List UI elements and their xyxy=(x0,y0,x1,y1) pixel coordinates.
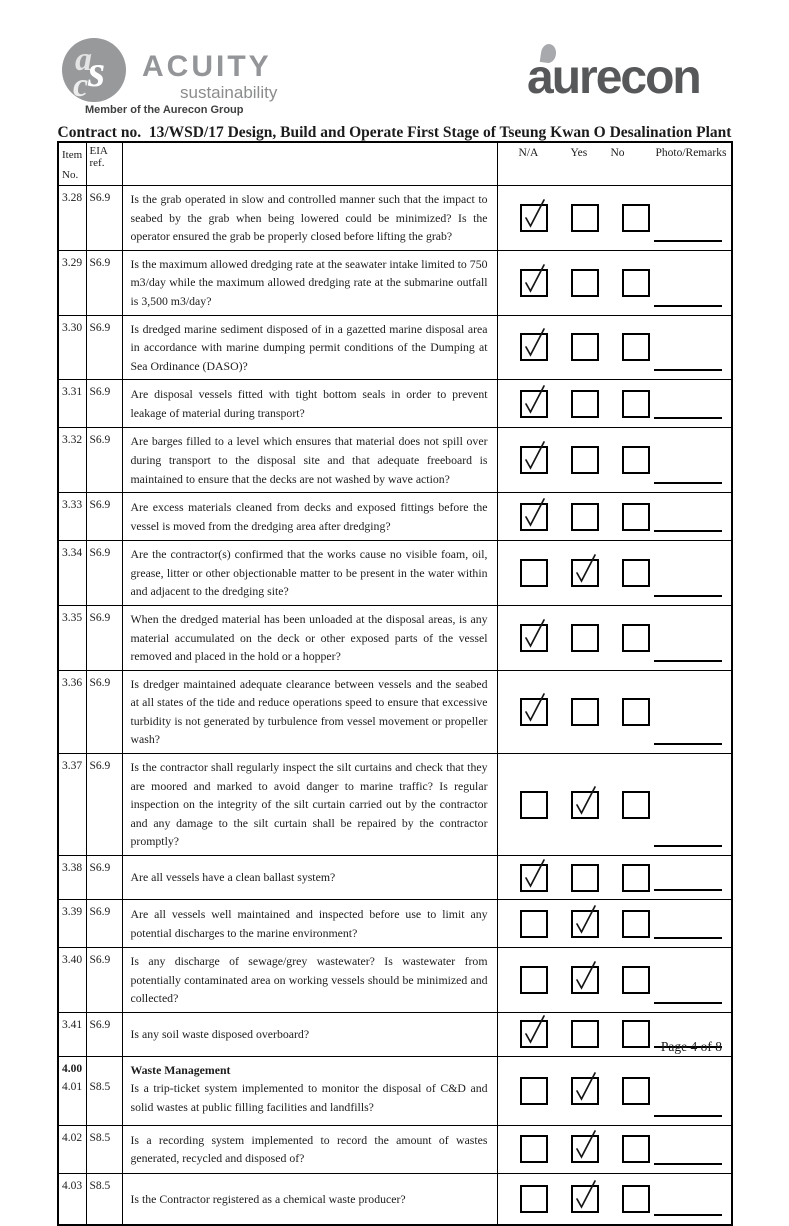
question-cell xyxy=(122,315,497,380)
checkbox-no[interactable] xyxy=(622,864,650,892)
check-icon xyxy=(520,204,546,230)
item-no-cell: 4.03 xyxy=(58,1173,86,1225)
checkbox-na[interactable] xyxy=(520,624,548,652)
table-row xyxy=(58,754,732,856)
acuity-logo-icon xyxy=(60,36,128,104)
checkbox-yes[interactable] xyxy=(571,1185,599,1213)
item-no-cell xyxy=(58,1056,86,1125)
eia-ref-cell: S8.5 xyxy=(86,1173,122,1225)
answers-cell xyxy=(497,250,732,315)
answers-cell xyxy=(497,1125,732,1173)
eia-ref-cell: S6.9 xyxy=(86,315,122,380)
checkbox-yes[interactable] xyxy=(571,1020,599,1048)
checkbox-row xyxy=(498,1077,732,1105)
table-row xyxy=(58,948,732,1013)
checkbox-no[interactable] xyxy=(622,1020,650,1048)
answers-cell xyxy=(497,541,732,606)
question-cell xyxy=(122,754,497,856)
checkbox-row xyxy=(498,390,732,418)
item-no-cell: 3.30 xyxy=(58,315,86,380)
eia-ref-cell: S6.9 xyxy=(86,186,122,251)
question-text: Is the contractor shall regularly inspect the silt curtains and check that they are moored and marked to avoid danger to marine traffic? Is regular inspection on the integrity of the silt curtain carried out by the contractor and any damage to the silt curtain shall be repaired by the contractor promptly? xyxy=(130,760,488,849)
acuity-member-line: Member of the Aurecon Group xyxy=(85,104,244,116)
checkbox-yes[interactable] xyxy=(571,204,599,232)
checklist-table xyxy=(57,141,733,1226)
checkbox-row xyxy=(498,624,732,652)
header-item-no: Item No. xyxy=(58,142,86,186)
eia-ref-cell: S6.9 xyxy=(86,670,122,753)
table-row xyxy=(58,856,732,900)
checkbox-no[interactable] xyxy=(622,204,650,232)
check-icon xyxy=(571,910,597,936)
answers-cell xyxy=(497,1173,732,1225)
remarks-line[interactable] xyxy=(654,1214,722,1216)
question-text: Is dredger maintained adequate clearance between vessels and the seabed at all states of the tide and reduce operations speed to ensure that excessive turbidity is not generated by turbulence from vessel movement or propeller wash? xyxy=(130,676,488,747)
question-cell xyxy=(122,541,497,606)
table-row xyxy=(58,1125,732,1173)
table-row xyxy=(58,315,732,380)
check-icon xyxy=(520,390,546,416)
question-text: Are disposal vessels fitted with tight bottom seals in order to prevent leakage of material during transport? xyxy=(130,387,488,420)
question-cell xyxy=(122,380,497,428)
check-icon xyxy=(520,698,546,724)
remarks-line[interactable] xyxy=(654,1002,722,1004)
check-icon xyxy=(520,1020,546,1046)
checkbox-na[interactable] xyxy=(520,446,548,474)
checkbox-yes[interactable] xyxy=(571,446,599,474)
checkbox-yes[interactable] xyxy=(571,910,599,938)
eia-ref-cell: S6.9 xyxy=(86,380,122,428)
section-title: Waste Management xyxy=(130,1062,231,1077)
question-text: Are barges filled to a level which ensures that material does not spill over during transport to the disposal site and that adequate freeboard is maintained to ensure that the decks are not washed by wave action? xyxy=(130,434,488,486)
checkbox-na[interactable] xyxy=(520,791,548,819)
checkbox-na[interactable] xyxy=(520,1135,548,1163)
remarks-line[interactable] xyxy=(654,240,722,242)
item-no-cell: 3.39 xyxy=(58,900,86,948)
table-row xyxy=(58,1173,732,1225)
checkbox-yes[interactable] xyxy=(571,333,599,361)
item-no-cell: 3.31 xyxy=(58,380,86,428)
eia-ref-cell: S6.9 xyxy=(86,754,122,856)
checkbox-row xyxy=(498,966,732,994)
checkbox-na[interactable] xyxy=(520,910,548,938)
item-no-cell: 3.29 xyxy=(58,250,86,315)
checkbox-na[interactable] xyxy=(520,1185,548,1213)
table-row xyxy=(58,900,732,948)
checkbox-no[interactable] xyxy=(622,333,650,361)
question-cell xyxy=(122,1173,497,1225)
checkbox-yes[interactable] xyxy=(571,1135,599,1163)
answers-cell xyxy=(497,856,732,900)
item-no-cell: 3.37 xyxy=(58,754,86,856)
answers-cell xyxy=(497,315,732,380)
checkbox-yes[interactable] xyxy=(571,624,599,652)
checkbox-na[interactable] xyxy=(520,1077,548,1105)
acuity-logo xyxy=(58,34,388,120)
checkbox-yes[interactable] xyxy=(571,966,599,994)
answers-cell xyxy=(497,605,732,670)
question-text: Is the Contractor registered as a chemical waste producer? xyxy=(130,1191,406,1206)
question-cell xyxy=(122,428,497,493)
remarks-line[interactable] xyxy=(654,889,722,891)
checkbox-row xyxy=(498,503,732,531)
item-no-cell: 3.41 xyxy=(58,1012,86,1056)
checkbox-no[interactable] xyxy=(622,503,650,531)
check-icon xyxy=(571,559,597,585)
page-title: Contract no. 13/WSD/17 Design, Build and Operate First Stage of Tseung Kwan O Desalination Plant xyxy=(57,124,732,141)
header-answers xyxy=(497,142,732,186)
checkbox-no[interactable] xyxy=(622,791,650,819)
section-item-no: 4.00 xyxy=(62,1062,83,1075)
question-text: Is the maximum allowed dredging rate at the seawater intake limited to 750 m3/day while the maximum allowed dredging rate at the submarine outfall is 3,500 m3/day? xyxy=(130,256,488,308)
table-row xyxy=(58,380,732,428)
answers-cell xyxy=(497,380,732,428)
eia-ref-cell: S6.9 xyxy=(86,250,122,315)
item-no-cell: 3.33 xyxy=(58,493,86,541)
svg-text:a: a xyxy=(75,41,92,78)
table-row xyxy=(58,428,732,493)
table-row xyxy=(58,493,732,541)
item-no-cell: 3.32 xyxy=(58,428,86,493)
check-icon xyxy=(520,333,546,359)
question-cell xyxy=(122,493,497,541)
item-no-cell: 3.36 xyxy=(58,670,86,753)
eia-ref-cell: S6.9 xyxy=(86,541,122,606)
remarks-line[interactable] xyxy=(654,530,722,532)
table-row xyxy=(58,186,732,251)
checkbox-no[interactable] xyxy=(622,269,650,297)
item-no-cell: 3.34 xyxy=(58,541,86,606)
checkbox-yes[interactable] xyxy=(571,864,599,892)
question-text: Are the contractor(s) confirmed that the works cause no visible foam, oil, grease, litter or other objectionable matter to be present in the water within and adjacent to the dredging site? xyxy=(130,547,488,599)
checkbox-no[interactable] xyxy=(622,1077,650,1105)
checkbox-na[interactable] xyxy=(520,864,548,892)
check-icon xyxy=(571,1077,597,1103)
checkbox-row xyxy=(498,204,732,232)
remarks-line[interactable] xyxy=(654,937,722,939)
item-no-cell: 3.40 xyxy=(58,948,86,1013)
table-row xyxy=(58,670,732,753)
checkbox-no[interactable] xyxy=(622,966,650,994)
question-cell xyxy=(122,856,497,900)
item-no-cell: 3.38 xyxy=(58,856,86,900)
checkbox-no[interactable] xyxy=(622,446,650,474)
eia-ref: S8.5 xyxy=(89,1081,111,1094)
checkbox-row xyxy=(498,698,732,726)
question-cell xyxy=(122,1012,497,1056)
ref-spacer xyxy=(90,1060,122,1079)
checkbox-no[interactable] xyxy=(622,1135,650,1163)
eia-ref-cell: S6.9 xyxy=(86,605,122,670)
table-header-row xyxy=(58,142,732,186)
eia-ref-cell: S8.5 xyxy=(86,1125,122,1173)
question-text: Are all vessels have a clean ballast system? xyxy=(130,870,336,885)
check-icon xyxy=(571,966,597,992)
answers-cell xyxy=(497,428,732,493)
question-text: Is the grab operated in slow and controlled manner such that the impact to seabed by the grab when being lowered could be minimized? Is the operator ensured the grab be properly closed before lifting the grab? xyxy=(130,192,488,244)
checkbox-na[interactable] xyxy=(520,503,548,531)
checkbox-yes[interactable] xyxy=(571,791,599,819)
checkbox-row xyxy=(498,446,732,474)
remarks-line[interactable] xyxy=(654,417,722,419)
check-icon xyxy=(571,1135,597,1161)
checkbox-row xyxy=(498,864,732,892)
question-cell xyxy=(122,900,497,948)
question-cell xyxy=(122,250,497,315)
check-icon xyxy=(520,269,546,295)
checkbox-na[interactable] xyxy=(520,390,548,418)
header-yes: Yes xyxy=(570,147,588,159)
checkbox-na[interactable] xyxy=(520,204,548,232)
check-icon xyxy=(520,864,546,890)
question-cell xyxy=(122,948,497,1013)
checkbox-row xyxy=(498,1135,732,1163)
question-cell xyxy=(122,605,497,670)
header-photo-remarks: Photo/Remarks xyxy=(655,147,727,159)
table-row xyxy=(58,250,732,315)
answers-cell xyxy=(497,900,732,948)
checkbox-yes[interactable] xyxy=(571,698,599,726)
check-icon xyxy=(520,446,546,472)
answers-cell xyxy=(497,186,732,251)
checkbox-row xyxy=(498,333,732,361)
question-cell xyxy=(122,186,497,251)
checkbox-no[interactable] xyxy=(622,624,650,652)
check-icon xyxy=(571,1185,597,1211)
table-row xyxy=(58,1056,732,1125)
eia-ref-cell: S6.9 xyxy=(86,493,122,541)
eia-ref-cell xyxy=(86,1056,122,1125)
table-row xyxy=(58,1012,732,1056)
remarks-line[interactable] xyxy=(654,369,722,371)
question-text: Is a recording system implemented to record the amount of wastes generated, recycled and disposed of? xyxy=(130,1132,488,1166)
item-no-cell: 4.02 xyxy=(58,1125,86,1173)
table-row xyxy=(58,605,732,670)
checkbox-na[interactable] xyxy=(520,966,548,994)
remarks-line[interactable] xyxy=(654,482,722,484)
check-icon xyxy=(571,791,597,817)
eia-ref-cell: S6.9 xyxy=(86,428,122,493)
question-text: Is any soil waste disposed overboard? xyxy=(130,1027,310,1042)
checkbox-no[interactable] xyxy=(622,910,650,938)
eia-ref-cell: S6.9 xyxy=(86,948,122,1013)
checkbox-na[interactable] xyxy=(520,269,548,297)
remarks-line[interactable] xyxy=(654,1163,722,1165)
remarks-line[interactable] xyxy=(654,660,722,662)
answers-cell xyxy=(497,493,732,541)
answers-cell xyxy=(497,670,732,753)
checkbox-row xyxy=(498,269,732,297)
svg-text:s: s xyxy=(88,47,106,96)
item-no-cell: 3.35 xyxy=(58,605,86,670)
aurecon-logo xyxy=(527,40,757,110)
checkbox-row xyxy=(498,559,732,587)
eia-ref-cell: S6.9 xyxy=(86,1012,122,1056)
question-cell xyxy=(122,670,497,753)
aurecon-wordmark: aurecon xyxy=(527,51,700,104)
question-text: Is a trip-ticket system implemented to monitor the disposal of C&D and solid wastes at public filling facilities and landfills? xyxy=(130,1081,488,1114)
eia-ref-cell: S6.9 xyxy=(86,900,122,948)
table-row xyxy=(58,541,732,606)
question-text: Is any discharge of sewage/grey wastewater? Is wastewater from potentially contaminated area on working vessels should be minimized and collected? xyxy=(130,954,488,1006)
header-eia-ref: EIA ref. xyxy=(86,142,122,186)
question-text: Are excess materials cleaned from decks and exposed fittings before the vessel is moved from the dredging area after dredging? xyxy=(130,500,488,533)
item-no: 4.01 xyxy=(62,1081,83,1094)
check-icon xyxy=(520,503,546,529)
checkbox-row xyxy=(498,791,732,819)
checkbox-na[interactable] xyxy=(520,333,548,361)
checklist-body xyxy=(58,186,732,1225)
svg-text:c: c xyxy=(73,67,89,104)
checkbox-yes[interactable] xyxy=(571,503,599,531)
question-cell xyxy=(122,1056,497,1125)
answers-cell xyxy=(497,1056,732,1125)
page-number: Page 4 of 8 xyxy=(660,1039,722,1054)
remarks-line[interactable] xyxy=(654,305,722,307)
checkbox-yes[interactable] xyxy=(571,1077,599,1105)
checkbox-na[interactable] xyxy=(520,698,548,726)
item-no-cell: 3.28 xyxy=(58,186,86,251)
eia-ref-cell: S6.9 xyxy=(86,856,122,900)
checkbox-yes[interactable] xyxy=(571,390,599,418)
check-icon xyxy=(520,624,546,650)
header-no: No xyxy=(610,147,625,159)
header-question xyxy=(122,142,497,186)
checkbox-yes[interactable] xyxy=(571,559,599,587)
checkbox-row xyxy=(498,910,732,938)
checkbox-no[interactable] xyxy=(622,698,650,726)
checkbox-no[interactable] xyxy=(622,390,650,418)
checkbox-na[interactable] xyxy=(520,559,548,587)
question-text: Is dredged marine sediment disposed of in a gazetted marine disposal area in accordance with marine dumping permit conditions of the Dumping at Sea Ordinance (DASO)? xyxy=(130,321,488,373)
remarks-line[interactable] xyxy=(654,845,722,847)
remarks-line[interactable] xyxy=(654,743,722,745)
question-cell xyxy=(122,1125,497,1173)
checkbox-yes[interactable] xyxy=(571,269,599,297)
checkbox-row xyxy=(498,1185,732,1213)
acuity-subtitle: sustainability xyxy=(180,83,278,102)
checkbox-na[interactable] xyxy=(520,1020,548,1048)
question-text: When the dredged material has been unloaded at the disposal areas, is any material accumulated on the deck or other exposed parts of the vessel removed and placed in the hold or a hopper? xyxy=(130,611,488,664)
acuity-wordmark: ACUITY xyxy=(142,50,272,83)
answers-cell xyxy=(497,948,732,1013)
checkbox-no[interactable] xyxy=(622,1185,650,1213)
checkbox-no[interactable] xyxy=(622,559,650,587)
header-na: N/A xyxy=(518,147,539,159)
remarks-line[interactable] xyxy=(654,595,722,597)
answers-cell xyxy=(497,754,732,856)
question-text: Are all vessels well maintained and inspected before use to limit any potential discharges to the marine environment? xyxy=(130,906,488,940)
